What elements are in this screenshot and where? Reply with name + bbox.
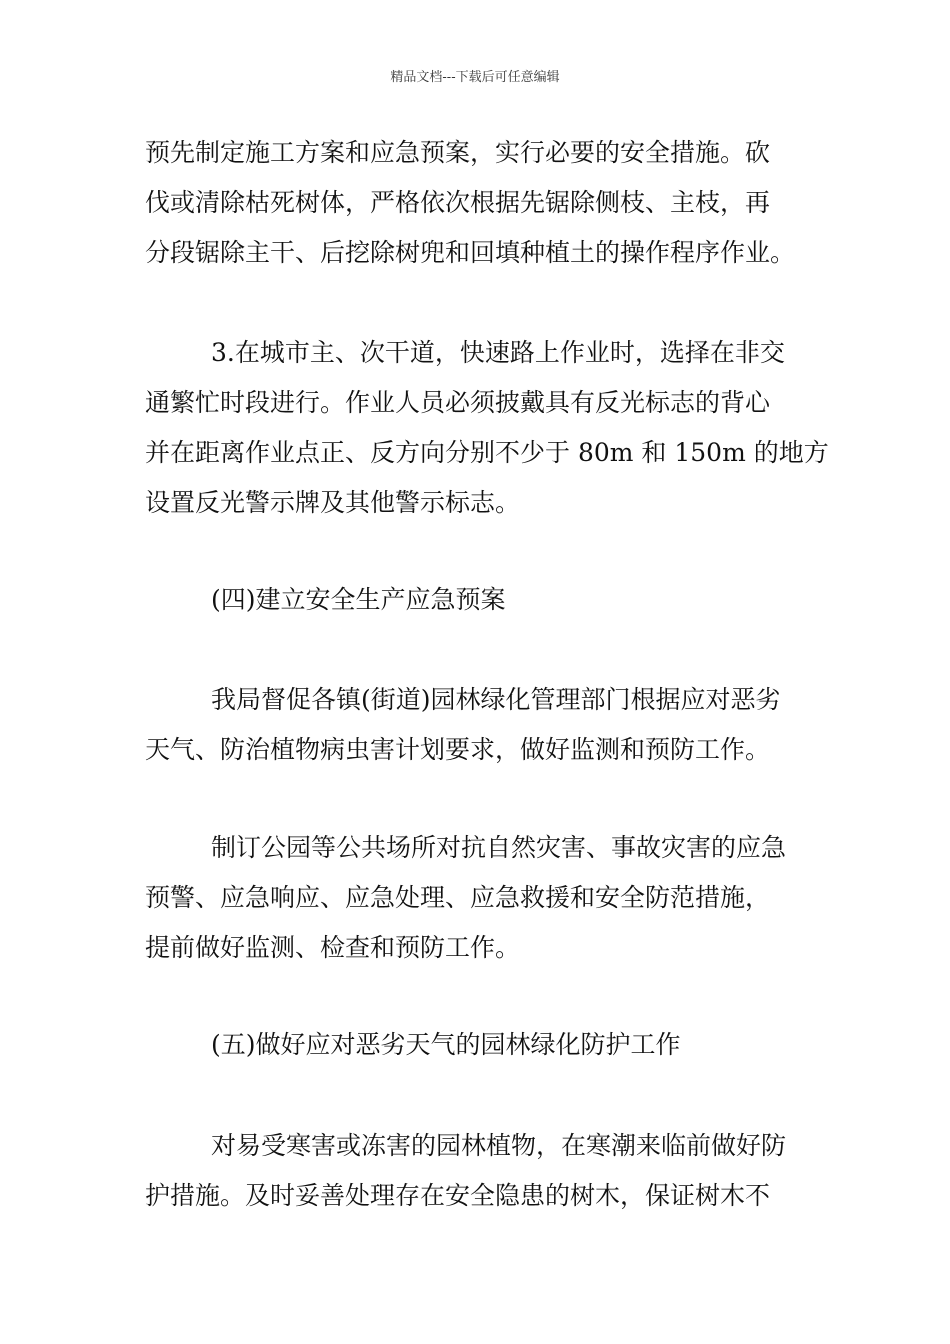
heading-text: (四)建立安全生产应急预案	[211, 585, 506, 614]
heading-text: (五)做好应对恶劣天气的园林绿化防护工作	[211, 1030, 681, 1059]
paragraph-monitoring	[145, 675, 807, 775]
text-line: 分段锯除主干、后挖除树兜和回填种植土的操作程序作业。	[145, 238, 796, 267]
text-line: 预先制定施工方案和应急预案，实行必要的安全措施。砍	[145, 138, 771, 167]
text-line: 提前做好监测、检查和预防工作。	[145, 933, 521, 962]
text-line: 制订公园等公共场所对抗自然灾害、事故灾害的应急	[211, 833, 787, 862]
section-heading-four	[145, 575, 807, 625]
text-line: 预警、应急响应、应急处理、应急救援和安全防范措施，	[145, 883, 771, 912]
text-line: 并在距离作业点正、反方向分别不少于 80m 和 150m 的地方	[145, 438, 829, 467]
text-line: 护措施。及时妥善处理存在安全隐患的树木，保证树木不	[145, 1181, 771, 1210]
text-line: 我局督促各镇(街道)园林绿化管理部门根据应对恶劣	[211, 685, 781, 714]
text-line: 通繁忙时段进行。作业人员必须披戴具有反光标志的背心	[145, 388, 771, 417]
paragraph-safety-measures	[145, 128, 807, 278]
text-line: 3.在城市主、次干道，快速路上作业时，选择在非交	[211, 338, 785, 367]
text-line: 设置反光警示牌及其他警示标志。	[145, 488, 521, 517]
section-heading-five	[145, 1020, 807, 1070]
text-line: 对易受寒害或冻害的园林植物，在寒潮来临前做好防	[211, 1131, 787, 1160]
paragraph-emergency-plan	[145, 823, 807, 973]
paragraph-cold-protection	[145, 1121, 807, 1221]
text-line: 伐或清除枯死树体，严格依次根据先锯除侧枝、主枝，再	[145, 188, 771, 217]
page-header: 精品文档---下载后可任意编辑	[390, 70, 560, 85]
text-line: 天气、防治植物病虫害计划要求，做好监测和预防工作。	[145, 735, 771, 764]
paragraph-road-work	[145, 328, 829, 528]
